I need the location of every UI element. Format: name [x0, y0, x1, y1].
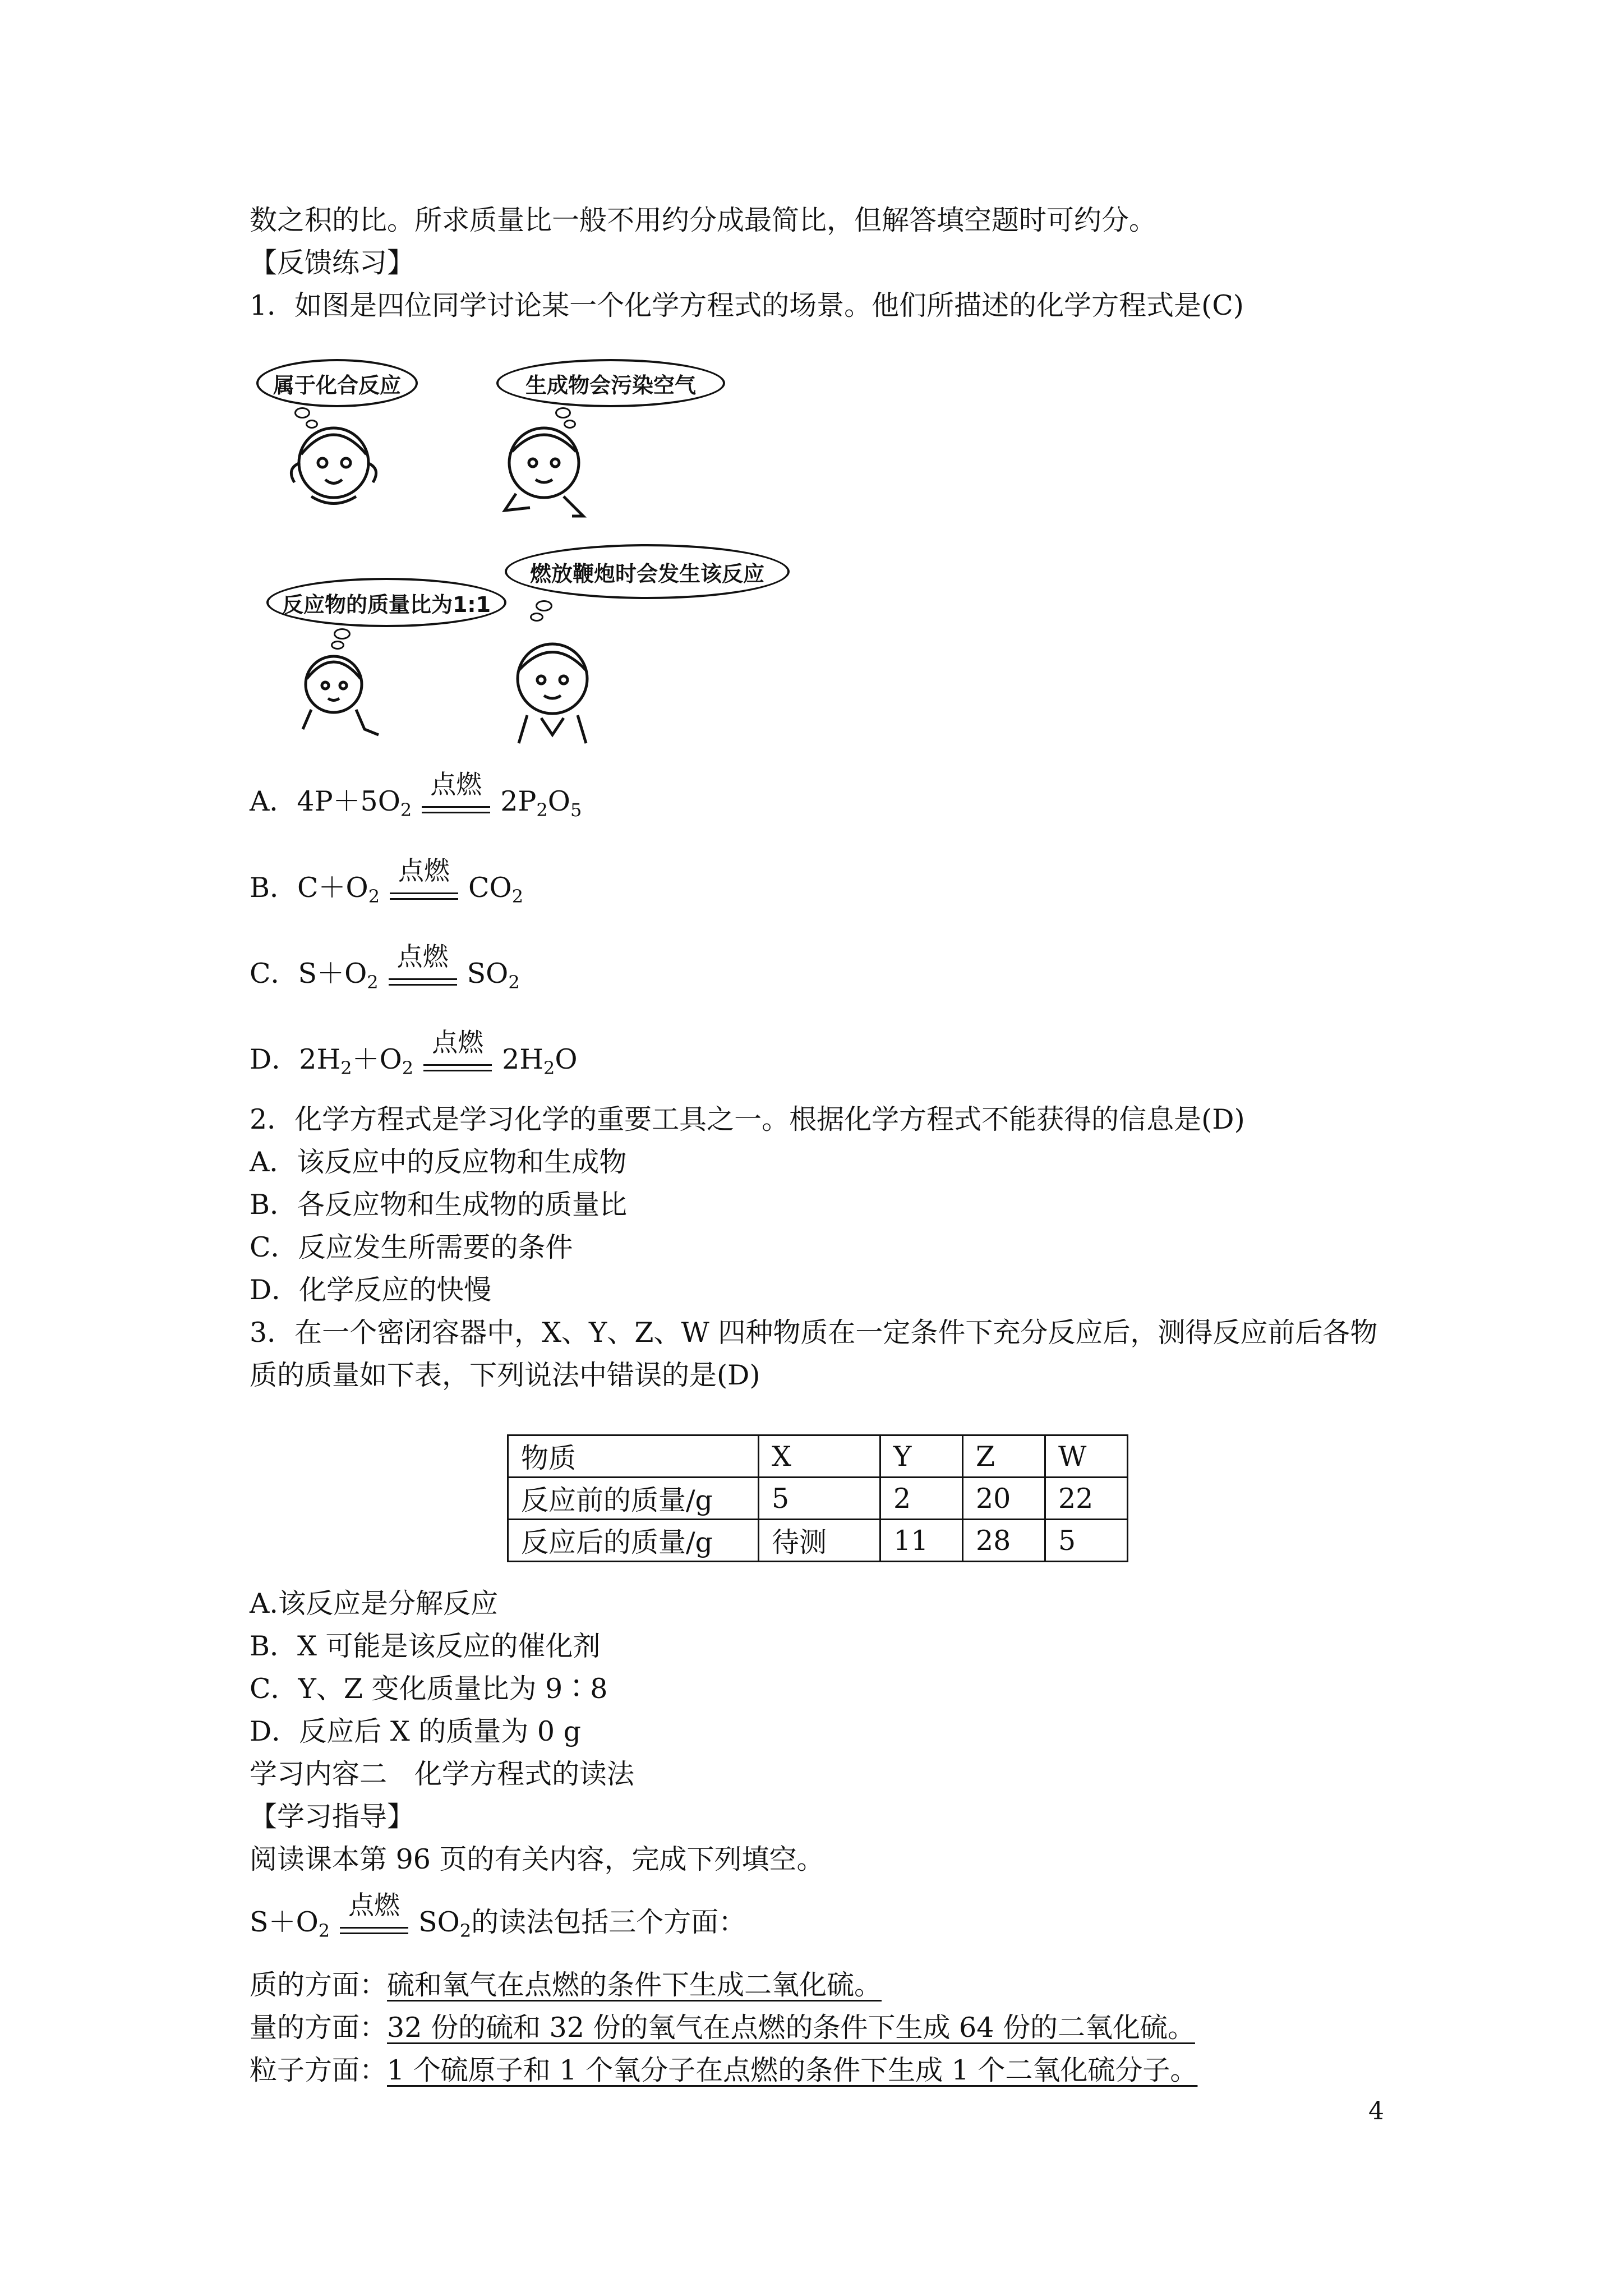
discussion-illustration — [250, 342, 883, 746]
q1-option-d — [250, 1027, 578, 1085]
eq-text: 2P — [500, 785, 537, 817]
q3-option-b: B．X 可能是该反应的催化剂 — [250, 1630, 601, 1662]
eq-bar — [423, 1064, 492, 1066]
reading-quantity — [250, 2010, 1195, 2045]
eq-bar — [422, 812, 490, 813]
condition-text: 点燃 — [398, 855, 450, 886]
table-cell: 反应前的质量/g — [508, 1478, 759, 1520]
table-cell: W — [1045, 1435, 1128, 1478]
table-cell: 20 — [963, 1478, 1045, 1520]
cartoon-students — [250, 342, 883, 746]
option-label: D． — [250, 1043, 299, 1075]
option-label: B． — [250, 872, 298, 904]
q3-option-d: D．反应后 X 的质量为 0 g — [250, 1715, 582, 1747]
q1-stem: 1．如图是四位同学讨论某一个化学方程式的场景。他们所描述的化学方程式是(C) — [250, 289, 1244, 321]
eq-sub: 2 — [536, 799, 548, 821]
table-cell: 2 — [880, 1478, 963, 1520]
reading-answer: 32 份的硫和 32 份的氧气在点燃的条件下生成 64 份的二氧化硫。 — [387, 2012, 1195, 2044]
eq-text: O — [547, 785, 570, 817]
eq-sub: 2 — [400, 799, 412, 821]
table-cell: 28 — [963, 1520, 1045, 1562]
reading-label: 质的方面： — [250, 1969, 388, 2001]
reading-label: 量的方面： — [250, 2012, 388, 2044]
option-label: A． — [250, 785, 297, 817]
table-cell: 22 — [1045, 1478, 1128, 1520]
reading-label: 粒子方面： — [250, 2054, 388, 2086]
eq-sub: 2 — [508, 972, 520, 993]
q1-option-b — [250, 855, 524, 914]
table-cell: 11 — [880, 1520, 963, 1562]
q1-option-a — [250, 769, 582, 827]
eq-text: 2H — [502, 1043, 544, 1075]
reaction-condition — [338, 1890, 411, 1948]
table-row — [508, 1478, 1128, 1520]
q2-stem: 2．化学方程式是学习化学的重要工具之一。根据化学方程式不能获得的信息是(D) — [250, 1103, 1245, 1135]
eq-text: 2H — [299, 1043, 341, 1075]
eq-text: S＋O — [250, 1906, 319, 1938]
q1-option-c — [250, 941, 520, 1000]
eq-text: O — [555, 1043, 578, 1075]
mass-table — [507, 1434, 1128, 1562]
eq-bar — [422, 806, 490, 808]
table-cell: X — [759, 1435, 880, 1478]
eq-sub: 2 — [340, 1057, 352, 1079]
eq-sub: 2 — [368, 886, 380, 907]
q2-option-b: B．各反应物和生成物的质量比 — [250, 1189, 628, 1221]
eq-bar — [389, 978, 457, 980]
table-cell: 反应后的质量/g — [508, 1520, 759, 1562]
q2-option-a: A．该反应中的反应物和生成物 — [250, 1146, 627, 1178]
guide-header: 【学习指导】 — [250, 1801, 415, 1833]
eq-text: 的读法包括三个方面： — [471, 1906, 746, 1938]
eq-bar — [390, 898, 458, 900]
q2-option-c: C．反应发生所需要的条件 — [250, 1231, 573, 1263]
reading-particle — [250, 2053, 1197, 2088]
guide-instruction: 阅读课本第 96 页的有关内容，完成下列填空。 — [250, 1843, 824, 1875]
eq-text: 4P＋5O — [297, 785, 400, 817]
table-row — [508, 1435, 1128, 1478]
eq-bar — [389, 984, 457, 986]
eq-sub: 2 — [367, 972, 379, 993]
eq-sub: 2 — [543, 1057, 555, 1079]
q2-option-d: D．化学反应的快慢 — [250, 1274, 492, 1306]
table-cell: 5 — [759, 1478, 880, 1520]
reaction-condition — [386, 941, 459, 1000]
table-cell: Z — [963, 1435, 1045, 1478]
sulfur-equation-line — [250, 1890, 746, 1948]
table-cell: 5 — [1045, 1520, 1128, 1562]
eq-sub: 2 — [402, 1057, 414, 1079]
eq-sub: 2 — [459, 1920, 472, 1941]
condition-text: 点燃 — [348, 1890, 400, 1920]
eq-text: ＋O — [352, 1043, 402, 1075]
reaction-condition — [421, 1027, 494, 1085]
speech-bubble-3: 反应物的质量比为1:1 — [266, 578, 506, 627]
eq-text: SO — [467, 958, 509, 990]
condition-text: 点燃 — [430, 769, 482, 799]
eq-text: SO — [418, 1906, 460, 1938]
option-label: C． — [250, 958, 298, 990]
q3-option-c: C．Y、Z 变化质量比为 9∶8 — [250, 1673, 608, 1705]
section2-title: 学习内容二 化学方程式的读法 — [250, 1758, 635, 1790]
eq-text: CO — [468, 872, 512, 904]
eq-sub: 5 — [570, 799, 582, 821]
feedback-header: 【反馈练习】 — [250, 247, 415, 279]
page-number: 4 — [1368, 2097, 1384, 2125]
table-cell: 物质 — [508, 1435, 759, 1478]
table-cell: 待测 — [759, 1520, 880, 1562]
intro-line: 数之积的比。所求质量比一般不用约分成最简比，但解答填空题时可约分。 — [250, 204, 1157, 236]
condition-text: 点燃 — [396, 941, 449, 972]
eq-sub: 2 — [318, 1920, 330, 1941]
speech-bubble-2: 生成物会污染空气 — [496, 359, 725, 407]
reaction-condition — [419, 769, 492, 827]
reading-answer: 1 个硫原子和 1 个氧分子在点燃的条件下生成 1 个二氧化硫分子。 — [387, 2054, 1198, 2086]
reading-quality — [250, 1968, 882, 2003]
eq-bar — [423, 1070, 492, 1071]
table-row — [508, 1520, 1128, 1562]
eq-text: S＋O — [298, 958, 367, 990]
reading-answer: 硫和氧气在点燃的条件下生成二氧化硫。 — [387, 1969, 882, 2001]
eq-bar — [340, 1927, 408, 1929]
q3-option-a: A.该反应是分解反应 — [250, 1588, 498, 1619]
eq-bar — [340, 1932, 408, 1934]
eq-bar — [390, 892, 458, 894]
condition-text: 点燃 — [432, 1027, 484, 1057]
speech-bubble-4: 燃放鞭炮时会发生该反应 — [505, 544, 790, 599]
eq-sub: 2 — [511, 886, 524, 907]
table-cell: Y — [880, 1435, 963, 1478]
speech-bubble-1: 属于化合反应 — [256, 359, 418, 407]
q3-stem-line2: 质的质量如下表，下列说法中错误的是(D) — [250, 1359, 760, 1391]
eq-text: C＋O — [297, 872, 368, 904]
q3-stem-line1: 3．在一个密闭容器中，X、Y、Z、W 四种物质在一定条件下充分反应后，测得反应前后各物 — [250, 1317, 1378, 1349]
reaction-condition — [388, 855, 460, 914]
